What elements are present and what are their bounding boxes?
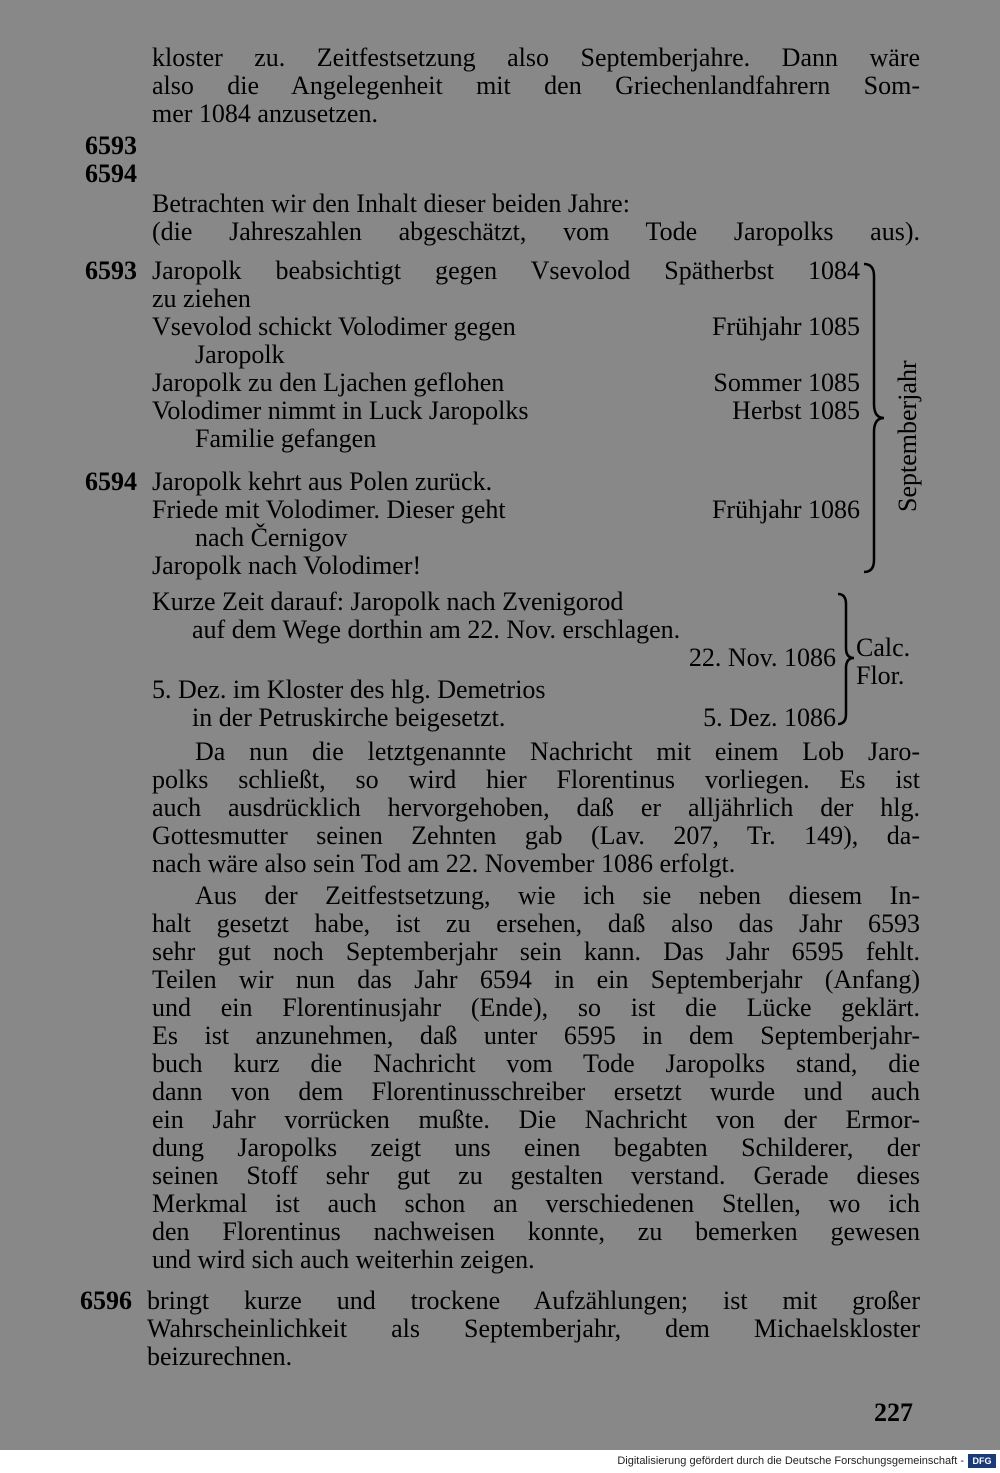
side-label: Calc. (856, 633, 911, 662)
page-number: 227 (874, 1398, 913, 1427)
text-line: polks schließt, so wird hier Florentinus vorliegen. Es ist (152, 765, 920, 794)
table-text: Jaropolk (195, 340, 285, 369)
table-text: Familie gefangen (195, 424, 377, 453)
text-line: den Florentinus nachweisen konnte, zu bemerken gewesen (152, 1217, 920, 1246)
year-number: 6593 (85, 131, 137, 160)
text-line: nach wäre also sein Tod am 22. November 1086 erfolgt. (152, 849, 736, 878)
vertical-label: Septemberjahr (893, 360, 922, 512)
footer-bar (0, 1450, 1000, 1473)
table-text: Friede mit Volodimer. Dieser geht (152, 495, 506, 524)
table-date: 5. Dez. 1086 (703, 703, 836, 732)
table-text: zu ziehen (152, 284, 251, 313)
text-line: Teilen wir nun das Jahr 6594 in ein Septemberjahr (Anfang) (152, 965, 920, 994)
text-line: seinen Stoff sehr gut zu gestalten verstand. Gerade dieses (152, 1161, 920, 1190)
text-line: beizurechnen. (147, 1342, 293, 1371)
text-line: Gottesmutter seinen Zehnten gab (Lav. 207, Tr. 149), da- (152, 821, 920, 850)
footer-credit: Digitalisierung gefördert durch die Deutsche Forschungsgemeinschaft - (617, 1455, 964, 1467)
text-line: mer 1084 anzusetzen. (152, 99, 378, 128)
text-line: dung Jaropolks zeigt uns einen begabten Schilderer, der (152, 1133, 920, 1162)
year-number: 6596 (80, 1286, 132, 1315)
right-brace-small (836, 592, 858, 726)
text-line: Aus der Zeitfestsetzung, wie ich sie neben diesem In- (195, 881, 920, 910)
text-line: dann von dem Florentinusschreiber ersetzt wurde und auch (152, 1077, 920, 1106)
text-line: halt gesetzt habe, ist zu ersehen, daß also das Jahr 6593 (152, 909, 920, 938)
text-line: Wahrscheinlichkeit als Septemberjahr, dem Michaelskloster (147, 1314, 920, 1343)
table-text: Volodimer nimmt in Luck Jaropolks (152, 396, 529, 425)
table-text: Jaropolk kehrt aus Polen zurück. (152, 467, 493, 496)
text-line: Da nun die letztgenannte Nachricht mit einem Lob Jaro- (195, 737, 920, 766)
table-text: Kurze Zeit darauf: Jaropolk nach Zvenigorod (152, 587, 624, 616)
table-date: Herbst 1085 (732, 396, 860, 425)
text-line: kloster zu. Zeitfestsetzung also Septemberjahre. Dann wäre (152, 43, 920, 72)
table-date: 22. Nov. 1086 (688, 643, 836, 672)
text-line: auch ausdrücklich hervorgehoben, daß er alljährlich der hlg. (152, 793, 920, 822)
table-date: Frühjahr 1085 (711, 312, 860, 341)
text-line: Betrachten wir den Inhalt dieser beiden Jahre: (152, 189, 630, 218)
text-line: und wird sich auch weiterhin zeigen. (152, 1245, 535, 1274)
text-line: buch kurz die Nachricht vom Tode Jaropolks stand, die (152, 1049, 920, 1078)
table-text: 5. Dez. im Kloster des hlg. Demetrios (152, 675, 546, 704)
year-number: 6594 (85, 159, 137, 188)
text-line: sehr gut noch Septemberjahr sein kann. Das Jahr 6595 fehlt. (152, 937, 920, 966)
year-number: 6593 (85, 256, 137, 285)
year-number: 6594 (85, 467, 137, 496)
table-date: Frühjahr 1086 (711, 495, 860, 524)
text-line: Merkmal ist auch schon an verschiedenen Stellen, wo ich (152, 1189, 920, 1218)
table-text: auf dem Wege dorthin am 22. Nov. erschlagen. (192, 615, 681, 644)
text-line: bringt kurze und trockene Aufzählungen; ist mit großer (147, 1286, 920, 1315)
text-line: (die Jahreszahlen abgeschätzt, vom Tode Jaropolks aus). (152, 217, 920, 246)
table-text: nach Černigov (195, 523, 348, 552)
table-text: Jaropolk zu den Ljachen geflohen (152, 368, 505, 397)
dfg-logo-icon: DFG (968, 1454, 996, 1468)
text-line: Es ist anzunehmen, daß unter 6595 in dem Septemberjahr- (152, 1021, 920, 1050)
side-label: Flor. (856, 661, 905, 690)
text-line: und ein Florentinusjahr (Ende), so ist die Lücke geklärt. (152, 993, 920, 1022)
table-text: Vsevolod schickt Volodimer gegen (152, 312, 516, 341)
table-text: in der Petruskirche beigesetzt. (192, 703, 506, 732)
text-line: ein Jahr vorrücken mußte. Die Nachricht von der Ermor- (152, 1105, 920, 1134)
table-text: Jaropolk beabsichtigt gegen Vsevolod Spätherbst 1084 (152, 256, 860, 285)
table-date: Sommer 1085 (713, 368, 860, 397)
table-text: Jaropolk nach Volodimer! (152, 551, 422, 580)
text-line: also die Angelegenheit mit den Griechenlandfahrern Som- (152, 71, 920, 100)
right-brace-large (862, 262, 888, 574)
